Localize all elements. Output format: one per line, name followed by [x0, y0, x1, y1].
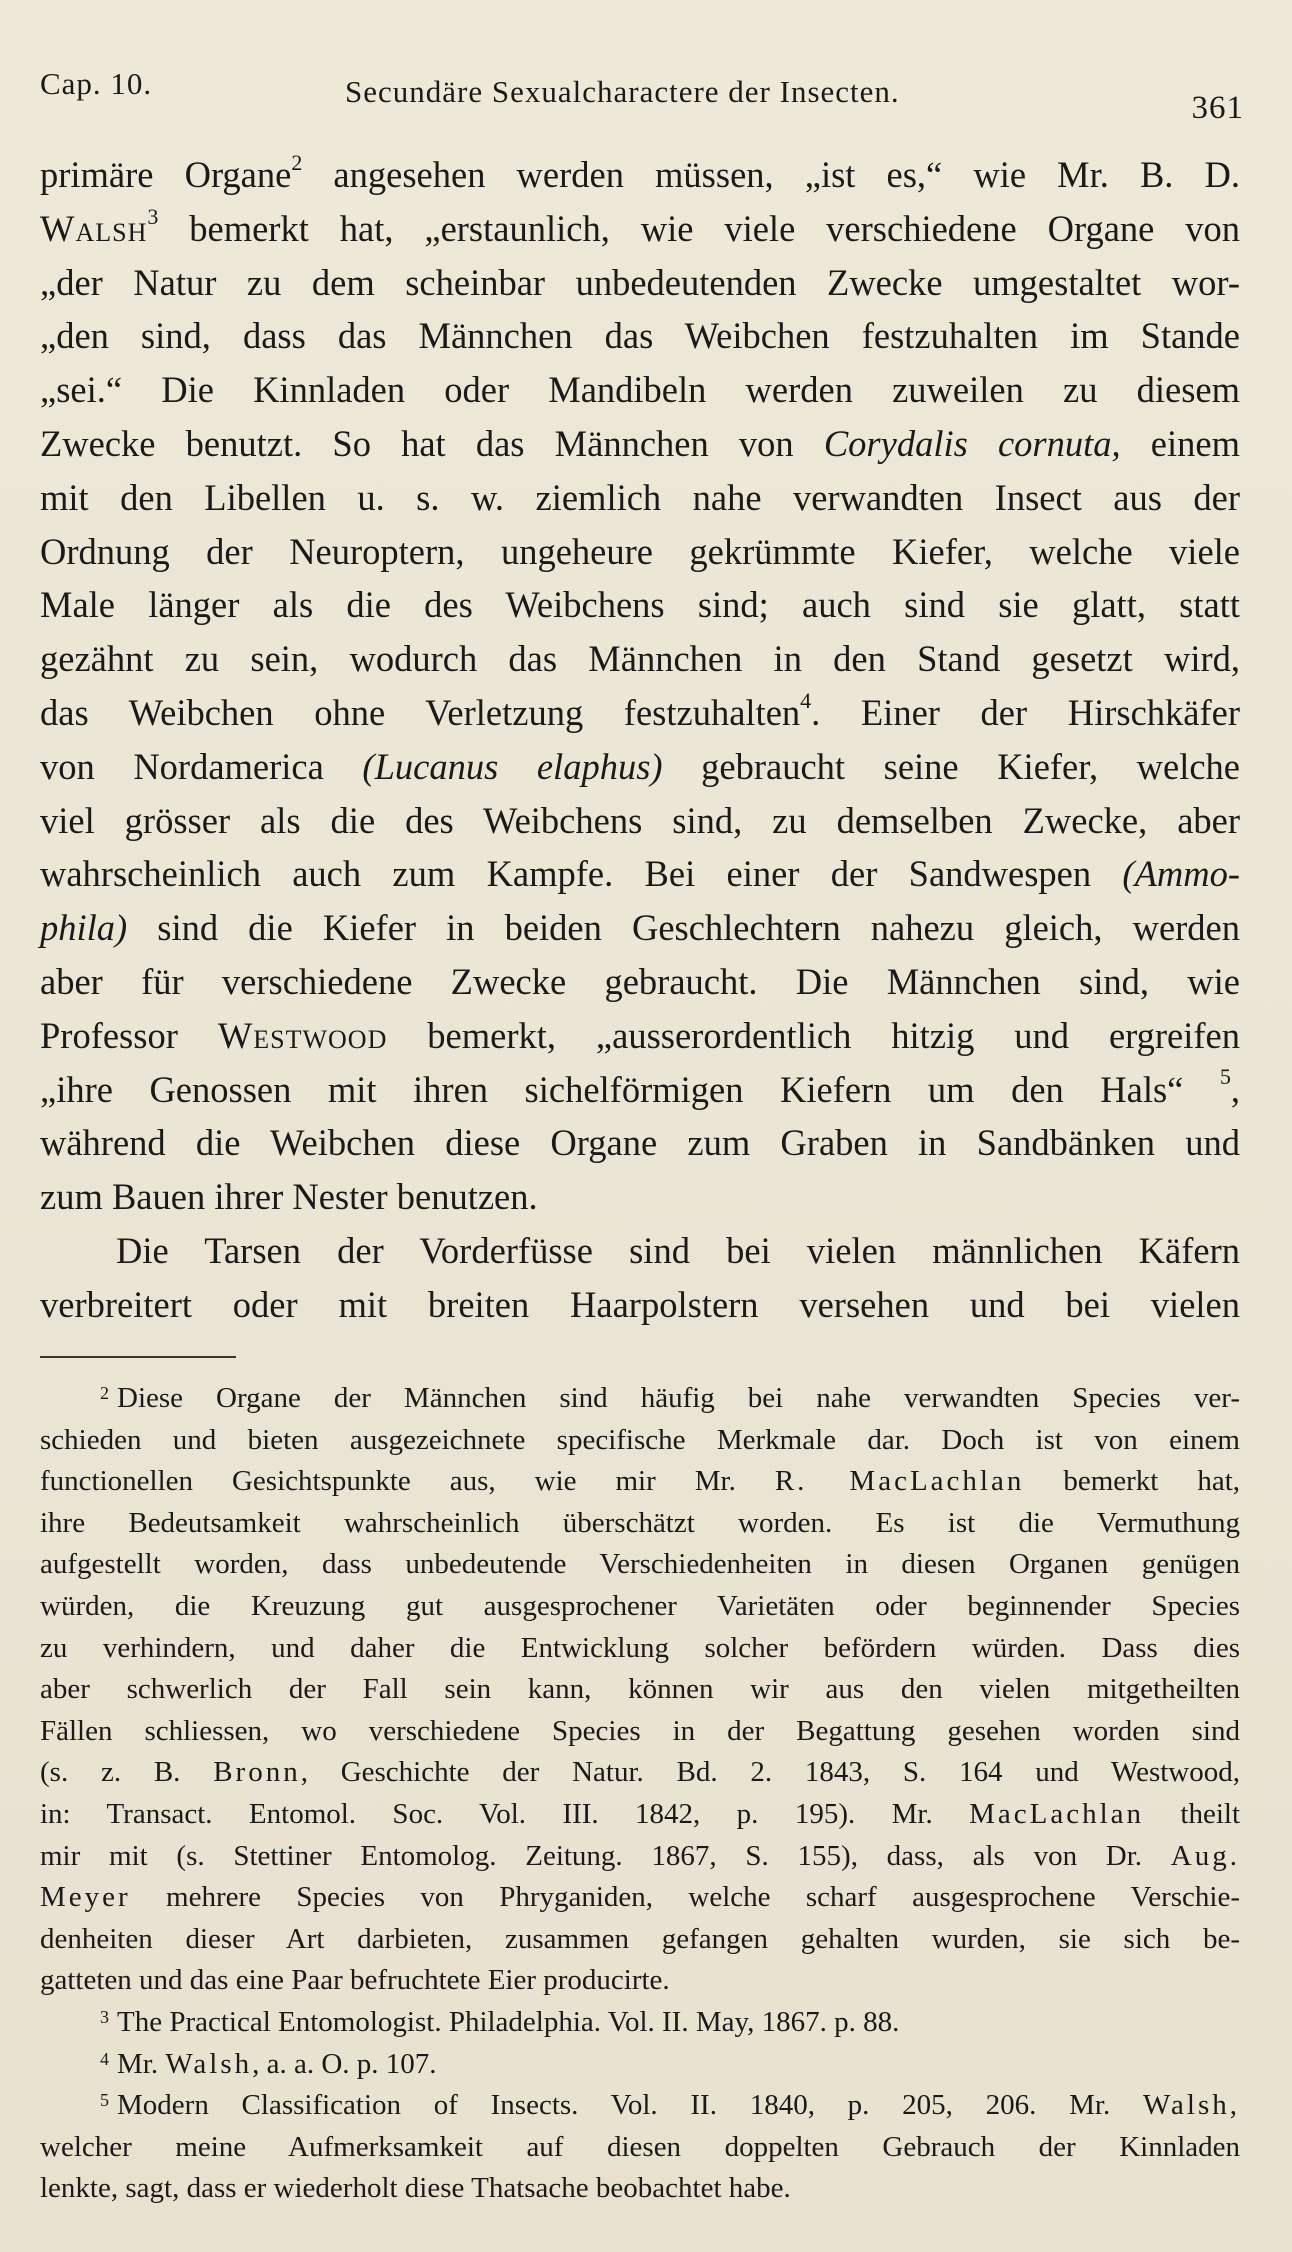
footnote-line: lenkte, sagt, dass er wiederholt diese Thatsache beobachtet habe. — [40, 2172, 791, 2205]
text-line: „sei.“ Die Kinnladen oder Mandibeln werden zuweilen zu diesem — [40, 369, 1240, 411]
author-name: Walsh, — [1142, 2089, 1240, 2122]
footnote-ref: 4 — [800, 687, 812, 713]
text-line: Professor Westwood bemerkt, „ausserordentlich hitzig und ergreifen — [40, 1014, 1241, 1056]
footnote-line: aber schwerlich der Fall sein kann, können wir aus den vielen mitgetheilten — [40, 1673, 1240, 1706]
author-name: R. MacLachlan — [774, 1465, 1025, 1498]
footnote-line: zu verhindern, und daher die Entwicklung solcher befördern würden. Dass dies — [40, 1631, 1240, 1664]
text-line: wahrscheinlich auch zum Kampfe. Bei einer der Sandwespen (Ammo- — [40, 853, 1240, 895]
footnote-line: mir mit (s. Stettiner Entomolog. Zeitung. 1867, S. 155), dass, als von Dr. Aug. — [40, 1839, 1240, 1872]
page-number: 361 — [1191, 90, 1244, 126]
footnote-line: in: Transact. Entomol. Soc. Vol. III. 1842, p. 195). Mr. MacLachlan theilt — [40, 1797, 1240, 1830]
text-line: während die Weibchen diese Organe zum Graben in Sandbänken und — [40, 1122, 1240, 1164]
author-name: MacLachlan — [969, 1797, 1145, 1830]
author-name: Aug. — [1170, 1839, 1240, 1872]
footnote-line: functionellen Gesichtspunkte aus, wie mir Mr. R. MacLachlan bemerkt hat, — [40, 1465, 1240, 1498]
text-line: von Nordamerica (Lucanus elaphus) gebraucht seine Kiefer, welche — [40, 745, 1240, 787]
footnote-ref: 3 — [147, 203, 159, 229]
footnote-marker: 3 — [100, 2006, 109, 2027]
text-line: viel grösser als die des Weibchens sind, zu demselben Zwecke, aber — [40, 799, 1240, 841]
text-line: Walsh$^3$ bemerkt hat, „erstaunlich, wie viele verschiedene Organe von — [40, 203, 1240, 249]
text-line: das Weibchen ohne Verletzung festzuhalten$^4$. Einer der Hirschkäfer — [40, 687, 1240, 733]
footnote-line: ihre Bedeutsamkeit wahrscheinlich überschätzt worden. Es ist die Vermuthung — [40, 1506, 1240, 1539]
footnote-line: denheiten dieser Art darbieten, zusammen gefangen gehalten wurden, sie sich be- — [40, 1922, 1240, 1955]
text-line: „ihre Genossen mit ihren sichelförmigen Kiefern um den Hals“ $^5$, — [40, 1064, 1240, 1110]
text-line: aber für verschiedene Zwecke gebraucht. Die Männchen sind, wie — [40, 960, 1240, 1002]
footnotes — [40, 1378, 1240, 2210]
footnote-line: gatteten und das eine Paar befruchtete Eier producirte. — [40, 1964, 670, 1997]
footnote-line: $^3$ The Practical Entomologist. Philadelphia. Vol. II. May, 1867. p. 88. — [100, 2005, 900, 2038]
footnote-ref: 5 — [1219, 1064, 1231, 1090]
author-name: Walsh — [40, 207, 148, 249]
footnote-line: würden, die Kreuzung gut ausgesprochener Varietäten oder beginnender Species — [40, 1589, 1240, 1622]
footnote-line: $^2$ Diese Organe der Männchen sind häufig bei nahe verwandten Species ver- — [100, 1382, 1240, 1414]
genus-name: phila) — [40, 907, 128, 949]
footnote-marker: 4 — [100, 2048, 109, 2069]
footnote-divider — [40, 1356, 236, 1358]
text-line: mit den Libellen u. s. w. ziemlich nahe verwandten Insect aus der — [40, 476, 1240, 518]
footnote-line: aufgestellt worden, dass unbedeutende Verschiedenheiten in diesen Organen genügen — [40, 1548, 1240, 1581]
text-line: gezähnt zu sein, wodurch das Männchen in den Stand gesetzt wird, — [40, 638, 1240, 680]
text-line: verbreitert oder mit breiten Haarpolstern versehen und bei vielen — [40, 1283, 1240, 1325]
text-line: Male länger als die des Weibchens sind; auch sind sie glatt, statt — [40, 584, 1240, 626]
text-line: primäre Organe$^2$ angesehen werden müssen, „ist es,“ wie Mr. B. D. — [40, 149, 1240, 195]
footnote-ref: 2 — [291, 149, 303, 175]
author-name: Meyer — [40, 1881, 131, 1914]
text-line: Ordnung der Neuroptern, ungeheure gekrümmte Kiefer, welche viele — [40, 530, 1240, 572]
author-name: Westwood — [217, 1014, 388, 1056]
author-name: Bronn — [213, 1756, 301, 1789]
genus-name: (Ammo- — [1122, 853, 1240, 895]
footnote-line: Meyer mehrere Species von Phryganiden, welche scharf ausgesprochene Verschie- — [40, 1881, 1240, 1914]
footnote-line: welcher meine Aufmerksamkeit auf diesen doppelten Gebrauch der Kinnladen — [40, 2130, 1240, 2163]
footnote-line: Fällen schliessen, wo verschiedene Species in der Begattung gesehen worden sind — [40, 1714, 1240, 1747]
page-header — [40, 66, 1244, 126]
text-line: „der Natur zu dem scheinbar unbedeutenden Zwecke umgestaltet wor- — [40, 261, 1240, 303]
main-text — [40, 148, 1240, 1332]
author-name: Walsh — [165, 2047, 253, 2080]
species-name: Corydalis cornuta, — [823, 422, 1121, 464]
species-name: (Lucanus elaphus) — [362, 745, 663, 787]
footnote-marker: 2 — [100, 1383, 109, 1403]
text-line: Die Tarsen der Vorderfüsse sind bei vielen männlichen Käfern — [116, 1229, 1240, 1271]
running-title: Secundäre Sexualcharactere der Insecten. — [345, 74, 900, 109]
footnote-line: $^4$ Mr. Walsh, a. a. O. p. 107. — [100, 2047, 437, 2080]
footnote-marker: 5 — [100, 2090, 109, 2111]
text-line: Zwecke benutzt. So hat das Männchen von Corydalis cornuta, einem — [40, 422, 1240, 464]
footnote-line: $^5$ Modern Classification of Insects. Vol. II. 1840, p. 205, 206. Mr. Walsh, — [100, 2089, 1240, 2122]
text-line: phila) sind die Kiefer in beiden Geschlechtern nahezu gleich, werden — [40, 907, 1240, 949]
footnote-line: (s. z. B. Bronn, Geschichte der Natur. Bd. 2. 1843, S. 164 und Westwood, — [40, 1756, 1240, 1789]
text-line: „den sind, dass das Männchen das Weibchen festzuhalten im Stande — [40, 315, 1240, 357]
text-line: zum Bauen ihrer Nester benutzen. — [40, 1176, 538, 1218]
footnote-line: schieden und bieten ausgezeichnete specifische Merkmale dar. Doch ist von einem — [40, 1423, 1240, 1456]
chapter-label: Cap. 10. — [40, 66, 153, 101]
